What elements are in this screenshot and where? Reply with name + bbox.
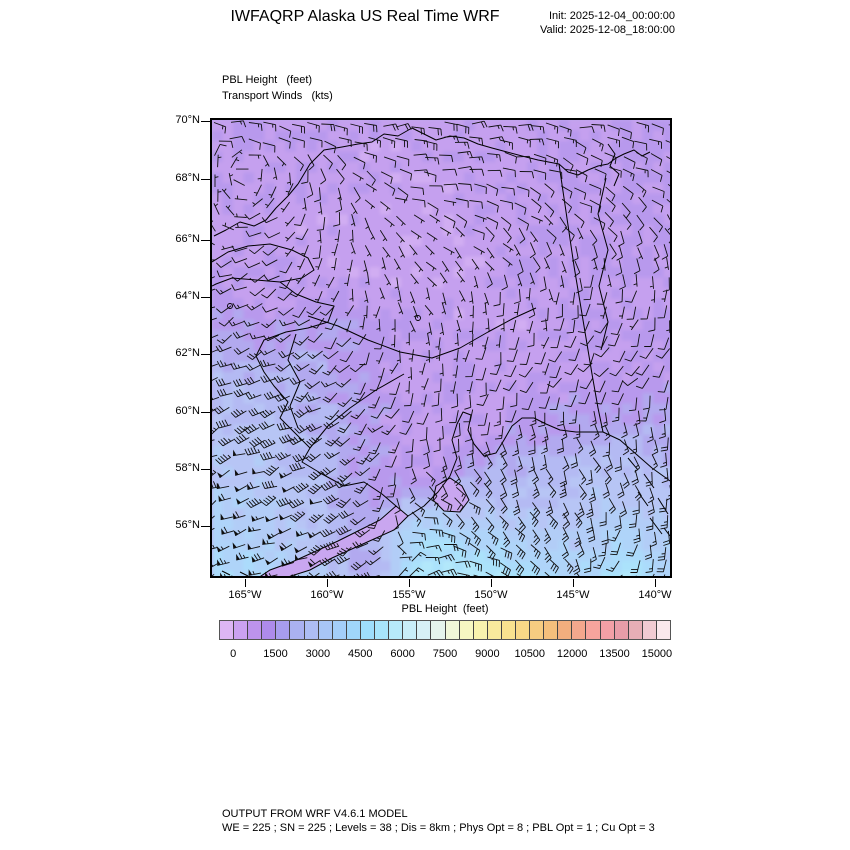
init-time: Init: 2025-12-04_00:00:00 xyxy=(549,10,675,22)
y-tick-mark xyxy=(201,240,210,241)
colorbar-cell xyxy=(601,621,615,639)
y-tick-mark xyxy=(201,526,210,527)
valid-time: Valid: 2025-12-08_18:00:00 xyxy=(540,23,675,36)
colorbar-cell xyxy=(403,621,417,639)
x-tick-label: 165°W xyxy=(228,589,262,601)
x-tick-mark xyxy=(409,579,410,587)
y-tick-label: 60°N xyxy=(175,405,200,417)
colorbar-cell xyxy=(460,621,474,639)
x-tick-mark xyxy=(491,579,492,587)
colorbar-cell xyxy=(220,621,234,639)
x-tick-mark xyxy=(573,579,574,587)
colorbar-cell xyxy=(417,621,431,639)
y-tick-label: 64°N xyxy=(175,290,200,302)
map-plot xyxy=(210,118,672,578)
y-tick-label: 58°N xyxy=(175,462,200,474)
page-title: IWFAQRP Alaska US Real Time WRF xyxy=(230,8,500,25)
colorbar-cell xyxy=(389,621,403,639)
colorbar-tick-label: 15000 xyxy=(641,648,673,660)
y-tick-label: 68°N xyxy=(175,172,200,184)
colorbar-tick-label: 10500 xyxy=(514,648,546,660)
x-tick-label: 145°W xyxy=(556,589,590,601)
colorbar-cell xyxy=(544,621,558,639)
x-tick-label: 150°W xyxy=(474,589,508,601)
colorbar-cell xyxy=(234,621,248,639)
colorbar-cell xyxy=(643,621,657,639)
colorbar-tick-label: 12000 xyxy=(556,648,588,660)
y-tick-label: 56°N xyxy=(175,519,200,531)
colorbar-cell xyxy=(572,621,586,639)
colorbar-tick-label: 7500 xyxy=(432,648,458,660)
colorbar-cell xyxy=(333,621,347,639)
run-times xyxy=(475,10,675,37)
map-canvas xyxy=(212,120,670,576)
x-tick-mark xyxy=(327,579,328,587)
y-tick-mark xyxy=(201,412,210,413)
colorbar-cell xyxy=(290,621,304,639)
colorbar-cell xyxy=(516,621,530,639)
y-tick-label: 62°N xyxy=(175,347,200,359)
colorbar-cell xyxy=(262,621,276,639)
colorbar-cell xyxy=(558,621,572,639)
y-tick-mark xyxy=(201,297,210,298)
colorbar-cell xyxy=(375,621,389,639)
colorbar-cell xyxy=(446,621,460,639)
colorbar-title: PBL Height (feet) xyxy=(401,603,489,615)
x-tick-label: 155°W xyxy=(392,589,426,601)
colorbar-cell xyxy=(248,621,262,639)
colorbar-tick-label: 13500 xyxy=(599,648,630,660)
colorbar xyxy=(219,620,671,640)
colorbar-cell xyxy=(319,621,333,639)
vector-label: Transport Winds (kts) xyxy=(222,90,333,102)
footer-notes xyxy=(222,808,655,835)
colorbar-cell xyxy=(276,621,290,639)
y-tick-mark xyxy=(201,354,210,355)
y-tick-label: 70°N xyxy=(175,114,200,126)
colorbar-cell xyxy=(488,621,502,639)
x-tick-label: 140°W xyxy=(638,589,672,601)
footer-line1: OUTPUT FROM WRF V4.6.1 MODEL xyxy=(222,808,408,820)
x-tick-mark xyxy=(245,579,246,587)
colorbar-cell xyxy=(361,621,375,639)
colorbar-cell xyxy=(586,621,600,639)
colorbar-cell xyxy=(629,621,643,639)
colorbar-tick-label: 1500 xyxy=(263,648,288,660)
y-tick-mark xyxy=(201,179,210,180)
colorbar-tick-label: 6000 xyxy=(390,648,415,660)
colorbar-cell xyxy=(347,621,361,639)
y-tick-mark xyxy=(201,121,210,122)
colorbar-cell xyxy=(502,621,516,639)
footer-line2: WE = 225 ; SN = 225 ; Levels = 38 ; Dis = 8km ; Phys Opt = 8 ; PBL Opt = 1 ; Cu Opt = 3 xyxy=(222,821,655,834)
colorbar-cell xyxy=(530,621,544,639)
colorbar-tick-label: 9000 xyxy=(475,648,500,660)
y-tick-label: 66°N xyxy=(175,233,200,245)
colorbar-cell xyxy=(474,621,488,639)
colorbar-cell xyxy=(305,621,319,639)
colorbar-tick-label: 4500 xyxy=(348,648,373,660)
colorbar-tick-label: 0 xyxy=(230,648,237,660)
colorbar-cell xyxy=(657,621,670,639)
colorbar-cell xyxy=(615,621,629,639)
x-tick-label: 160°W xyxy=(310,589,344,601)
y-tick-mark xyxy=(201,469,210,470)
colorbar-cell xyxy=(431,621,445,639)
colorbar-tick-label: 3000 xyxy=(305,648,331,660)
field-label: PBL Height (feet) xyxy=(222,74,313,86)
x-tick-mark xyxy=(655,579,656,587)
